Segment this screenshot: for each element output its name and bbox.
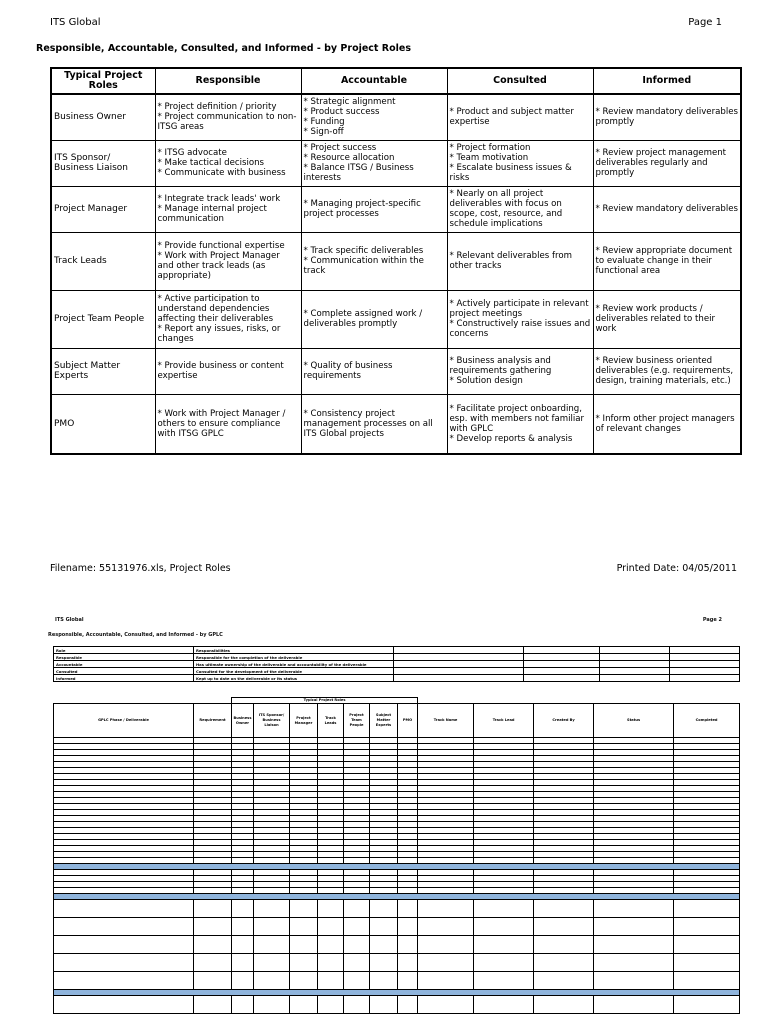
gplc-cell	[254, 972, 290, 990]
definition-row	[54, 654, 740, 661]
definition-row	[54, 647, 740, 654]
gplc-cell	[594, 936, 674, 954]
empty-cell	[394, 654, 524, 661]
row-role-cell: Track Leads	[51, 232, 155, 290]
gplc-cell	[290, 900, 318, 918]
gplc-column-header: Project Manager	[290, 704, 318, 738]
gplc-cell	[370, 972, 398, 990]
informed-cell: * Review work products / deliverables related to their work	[593, 290, 741, 348]
empty-cell	[600, 661, 670, 668]
gplc-cell	[370, 996, 398, 1014]
raci-roles-table	[50, 67, 742, 455]
gplc-cell	[474, 918, 534, 936]
gplc-cell	[534, 936, 594, 954]
definition-term: Informed	[54, 675, 194, 682]
gplc-cell	[318, 918, 344, 936]
raci-row	[51, 348, 741, 394]
gplc-cell	[194, 918, 232, 936]
definition-term: Consulted	[54, 668, 194, 675]
gplc-column-header: Track Lead	[474, 704, 534, 738]
gplc-cell	[54, 972, 194, 990]
raci-definitions-table	[53, 646, 740, 682]
gplc-column-header: Status	[594, 704, 674, 738]
deliverable-row	[54, 954, 740, 972]
row-role-cell: PMO	[51, 394, 155, 454]
gplc-cell	[534, 918, 594, 936]
page2-title: Responsible, Accountable, Consulted, and Informed - by GPLC	[48, 632, 223, 638]
gplc-cell	[290, 954, 318, 972]
definition-text: Consulted for the development of the deliverable	[194, 668, 394, 675]
gplc-cell	[418, 900, 474, 918]
consulted-cell: * Product and subject matter expertise	[447, 94, 593, 140]
gplc-cell	[232, 996, 254, 1014]
responsible-cell: * Provide functional expertise * Work with Project Manager and other track leads (as appropriate)	[155, 232, 301, 290]
empty-cell	[670, 661, 740, 668]
gplc-cell	[54, 900, 194, 918]
row-role-cell: Subject Matter Experts	[51, 348, 155, 394]
row-role-cell: Project Team People	[51, 290, 155, 348]
gplc-cell	[674, 996, 740, 1014]
gplc-cell	[474, 972, 534, 990]
gplc-cell	[194, 996, 232, 1014]
group-header-roles: Typical Project Roles	[232, 698, 418, 704]
informed-cell: * Review project management deliverables regularly and promptly	[593, 140, 741, 186]
gplc-cell	[534, 954, 594, 972]
gplc-cell	[370, 918, 398, 936]
definition-row	[54, 661, 740, 668]
informed-cell: * Review mandatory deliverables	[593, 186, 741, 232]
informed-cell: * Review business oriented deliverables (e.g. requirements, design, training materials, etc.)	[593, 348, 741, 394]
gplc-cell	[534, 996, 594, 1014]
gplc-cell	[318, 936, 344, 954]
gplc-cell	[344, 954, 370, 972]
page-number: Page 1	[688, 17, 722, 28]
empty-cell	[600, 675, 670, 682]
gplc-cell	[370, 936, 398, 954]
definition-term: Role	[54, 647, 194, 654]
empty-cell	[670, 668, 740, 675]
raci-row	[51, 140, 741, 186]
gplc-cell	[370, 900, 398, 918]
gplc-column-header: Track Name	[418, 704, 474, 738]
responsible-cell: * Integrate track leads' work * Manage internal project communication	[155, 186, 301, 232]
consulted-cell: * Facilitate project onboarding, esp. with members not familiar with GPLC * Develop reports & analysis	[447, 394, 593, 454]
gplc-cell	[318, 954, 344, 972]
gplc-cell	[674, 918, 740, 936]
document-title: Responsible, Accountable, Consulted, and Informed - by Project Roles	[36, 43, 411, 54]
gplc-cell	[474, 996, 534, 1014]
gplc-cell	[594, 900, 674, 918]
gplc-cell	[254, 918, 290, 936]
gplc-cell	[232, 900, 254, 918]
deliverable-row	[54, 918, 740, 936]
empty-cell	[524, 668, 600, 675]
definition-text: Kept up to date on the deliverable or its status	[194, 675, 394, 682]
gplc-cell	[194, 954, 232, 972]
gplc-cell	[534, 900, 594, 918]
gplc-cell	[418, 918, 474, 936]
empty-cell	[670, 675, 740, 682]
gplc-cell	[54, 996, 194, 1014]
gplc-cell	[318, 900, 344, 918]
gplc-cell	[194, 900, 232, 918]
row-role-cell: ITS Sponsor/ Business Liaison	[51, 140, 155, 186]
gplc-column-header: Requirement	[194, 704, 232, 738]
gplc-cell	[344, 936, 370, 954]
gplc-cell	[254, 936, 290, 954]
raci-row	[51, 186, 741, 232]
responsible-cell: * Provide business or content expertise	[155, 348, 301, 394]
gplc-cell	[418, 954, 474, 972]
gplc-cell	[318, 996, 344, 1014]
raci-row	[51, 94, 741, 140]
definition-term: Responsible	[54, 654, 194, 661]
page2-number: Page 2	[702, 617, 722, 623]
column-header-role: Typical Project Roles	[51, 68, 155, 94]
gplc-cell	[398, 954, 418, 972]
deliverable-row	[54, 900, 740, 918]
gplc-column-header: ITS Sponsor/ Business Liaison	[254, 704, 290, 738]
empty-cell	[394, 668, 524, 675]
gplc-column-header: Created By	[534, 704, 594, 738]
accountable-cell: * Consistency project management processes on all ITS Global projects	[301, 394, 447, 454]
gplc-column-header: Project Team People	[344, 704, 370, 738]
gplc-cell	[290, 936, 318, 954]
gplc-column-header: PMO	[398, 704, 418, 738]
consulted-cell: * Actively participate in relevant project meetings * Constructively raise issues and concerns	[447, 290, 593, 348]
gplc-cell	[418, 996, 474, 1014]
consulted-cell: * Nearly on all project deliverables with focus on scope, cost, resource, and schedule implications	[447, 186, 593, 232]
gplc-cell	[344, 900, 370, 918]
gplc-cell	[594, 972, 674, 990]
raci-row	[51, 394, 741, 454]
definition-text: Responsibilities	[194, 647, 394, 654]
gplc-column-header: Subject Matter Experts	[370, 704, 398, 738]
empty-cell	[600, 654, 670, 661]
empty-cell	[670, 647, 740, 654]
definition-row	[54, 675, 740, 682]
raci-row	[51, 232, 741, 290]
empty-cell	[670, 654, 740, 661]
gplc-cell	[54, 936, 194, 954]
gplc-cell	[344, 972, 370, 990]
row-role-cell: Business Owner	[51, 94, 155, 140]
column-header-consulted: Consulted	[447, 68, 593, 94]
column-header-responsible: Responsible	[155, 68, 301, 94]
page-header-left: ITS Global	[50, 17, 101, 28]
gplc-cell	[54, 954, 194, 972]
gplc-cell	[398, 900, 418, 918]
consulted-cell: * Business analysis and requirements gathering * Solution design	[447, 348, 593, 394]
gplc-cell	[194, 936, 232, 954]
gplc-cell	[594, 918, 674, 936]
responsible-cell: * Project definition / priority * Project communication to non-ITSG areas	[155, 94, 301, 140]
informed-cell: * Review appropriate document to evaluate change in their functional area	[593, 232, 741, 290]
empty-cell	[394, 661, 524, 668]
gplc-cell	[370, 954, 398, 972]
definition-row	[54, 668, 740, 675]
gplc-cell	[398, 972, 418, 990]
gplc-cell	[232, 972, 254, 990]
footer-printed-date: Printed Date: 04/05/2011	[616, 563, 737, 574]
empty-cell	[600, 668, 670, 675]
gplc-column-header: Track Leads	[318, 704, 344, 738]
gplc-cell	[290, 996, 318, 1014]
gplc-cell	[674, 900, 740, 918]
gplc-cell	[594, 996, 674, 1014]
gplc-cell	[54, 918, 194, 936]
gplc-cell	[398, 918, 418, 936]
column-header-informed: Informed	[593, 68, 741, 94]
gplc-cell	[674, 936, 740, 954]
empty-cell	[524, 647, 600, 654]
empty-cell	[524, 654, 600, 661]
gplc-cell	[254, 996, 290, 1014]
accountable-cell: * Track specific deliverables * Communication within the track	[301, 232, 447, 290]
gplc-cell	[232, 936, 254, 954]
gplc-cell	[398, 936, 418, 954]
deliverable-row	[54, 996, 740, 1014]
empty-cell	[394, 647, 524, 654]
deliverable-row	[54, 936, 740, 954]
gplc-column-header: GPLC Phase / Deliverable	[54, 704, 194, 738]
gplc-cell	[398, 996, 418, 1014]
gplc-cell	[344, 918, 370, 936]
empty-cell	[394, 675, 524, 682]
gplc-cell	[474, 936, 534, 954]
gplc-cell	[232, 954, 254, 972]
gplc-deliverables-table	[53, 697, 740, 1014]
gplc-column-header: Completed	[674, 704, 740, 738]
page2-header-left: ITS Global	[55, 617, 84, 623]
gplc-cell	[232, 918, 254, 936]
footer-filename: Filename: 55131976.xls, Project Roles	[50, 563, 231, 574]
accountable-cell: * Strategic alignment * Product success * Funding * Sign-off	[301, 94, 447, 140]
gplc-cell	[290, 918, 318, 936]
raci-row	[51, 290, 741, 348]
gplc-cell	[594, 954, 674, 972]
gplc-cell	[344, 996, 370, 1014]
accountable-cell: * Complete assigned work / deliverables promptly	[301, 290, 447, 348]
gplc-cell	[418, 972, 474, 990]
responsible-cell: * ITSG advocate * Make tactical decisions * Communicate with business	[155, 140, 301, 186]
accountable-cell: * Project success * Resource allocation * Balance ITSG / Business interests	[301, 140, 447, 186]
responsible-cell: * Work with Project Manager / others to ensure compliance with ITSG GPLC	[155, 394, 301, 454]
gplc-cell	[290, 972, 318, 990]
gplc-cell	[194, 972, 232, 990]
gplc-cell	[418, 936, 474, 954]
deliverable-row	[54, 972, 740, 990]
definition-term: Accountable	[54, 661, 194, 668]
empty-cell	[600, 647, 670, 654]
accountable-cell: * Quality of business requirements	[301, 348, 447, 394]
gplc-cell	[474, 954, 534, 972]
gplc-column-header: Business Owner	[232, 704, 254, 738]
consulted-cell: * Project formation * Team motivation * Escalate business issues & risks	[447, 140, 593, 186]
definition-text: Responsible for the completion of the deliverable	[194, 654, 394, 661]
definition-text: Has ultimate ownership of the deliverable and accountability of the deliverable	[194, 661, 394, 668]
gplc-cell	[674, 954, 740, 972]
row-role-cell: Project Manager	[51, 186, 155, 232]
informed-cell: * Inform other project managers of relevant changes	[593, 394, 741, 454]
column-header-accountable: Accountable	[301, 68, 447, 94]
empty-cell	[524, 675, 600, 682]
informed-cell: * Review mandatory deliverables promptly	[593, 94, 741, 140]
gplc-cell	[534, 972, 594, 990]
gplc-cell	[318, 972, 344, 990]
gplc-cell	[674, 972, 740, 990]
gplc-cell	[254, 954, 290, 972]
gplc-cell	[254, 900, 290, 918]
consulted-cell: * Relevant deliverables from other tracks	[447, 232, 593, 290]
empty-cell	[524, 661, 600, 668]
accountable-cell: * Managing project-specific project processes	[301, 186, 447, 232]
responsible-cell: * Active participation to understand dependencies affecting their deliverables * Report any issues, risks, or changes	[155, 290, 301, 348]
gplc-cell	[474, 900, 534, 918]
